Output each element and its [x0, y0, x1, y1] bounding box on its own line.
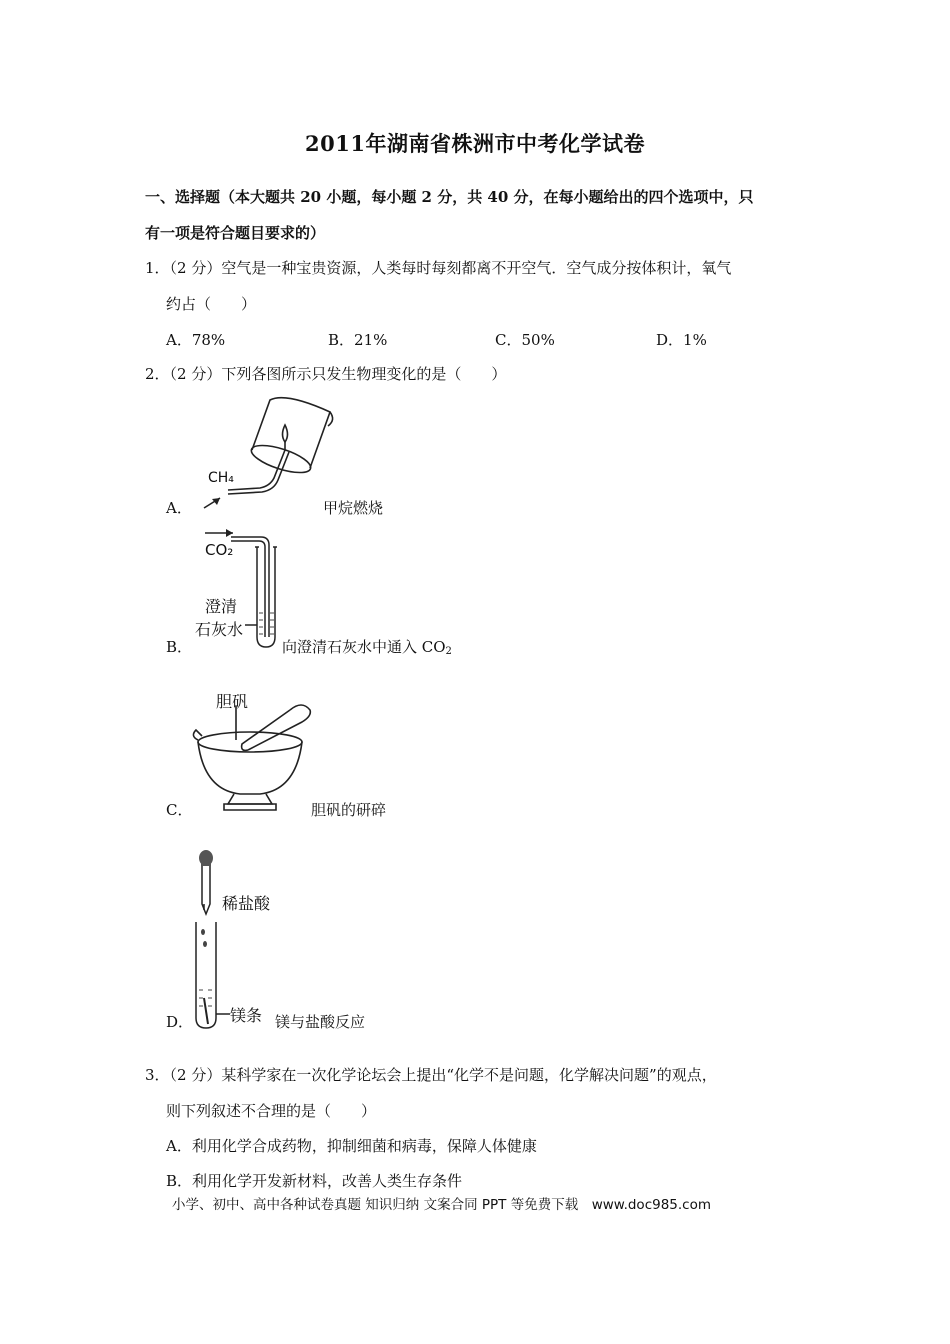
- q1-option-c: C．50%: [495, 331, 555, 349]
- q2-option-c-letter: C．: [166, 801, 193, 819]
- dilute-hcl-label: 稀盐酸: [222, 894, 271, 913]
- q2-option-b-caption: 向澄清石灰水中通入 $CO_2$: [282, 638, 452, 657]
- q2-option-d-caption: 镁与盐酸反应: [275, 1013, 366, 1031]
- q1-option-b: B．21%: [328, 331, 388, 349]
- q2-option-a-letter: A．: [166, 499, 192, 517]
- co2-label: CO₂: [205, 541, 234, 559]
- ch4-label: CH₄: [208, 470, 234, 486]
- q2-option-a-caption: 甲烷燃烧: [323, 499, 384, 517]
- footer-text: 小学、初中、高中各种试卷真题 知识归纳 文案合同 PPT 等免费下载 www.doc985.com: [172, 1197, 712, 1213]
- q3-option-a: A．利用化学合成药物，抑制细菌和病毒，保障人体健康: [166, 1137, 537, 1155]
- q1-option-a: A．78%: [166, 331, 226, 349]
- limewater-label: 石灰水: [195, 620, 244, 639]
- q3-stem-line1: 3．（2 分）某科学家在一次化学论坛会上提出“化学不是问题，化学解决问题”的观点，: [145, 1066, 717, 1084]
- section-heading-line2: 有一项是符合题目要求的）: [145, 224, 326, 242]
- q1-option-d: D．1%: [656, 331, 707, 349]
- methane-burning-figure: [190, 390, 340, 515]
- blue-vitriol-label: 胆矾: [216, 692, 249, 711]
- q2-option-b-letter: B．: [166, 638, 193, 656]
- magnesium-ribbon-label: 镁条: [230, 1006, 263, 1025]
- q3-stem-line2: 则下列叙述不合理的是（ ）: [166, 1102, 377, 1120]
- page-title: 2011年湖南省株洲市中考化学试卷: [305, 131, 645, 156]
- q3-option-b: B．利用化学开发新材料，改善人类生存条件: [166, 1172, 463, 1190]
- clear-label: 澄清: [205, 597, 238, 616]
- q2-option-c-caption: 胆矾的研碎: [311, 801, 387, 819]
- q1-stem-line2: 约占（ ）: [166, 295, 257, 313]
- section-heading-line1: 一、选择题（本大题共 20 小题，每小题 2 分，共 40 分，在每小题给出的四个选项中，只: [145, 188, 754, 206]
- q2-stem: 2．（2 分）下列各图所示只发生物理变化的是（ ）: [145, 365, 507, 383]
- q2-option-d-letter: D．: [166, 1013, 194, 1031]
- mortar-pestle-figure: [190, 680, 320, 815]
- q1-stem-line1: 1．（2 分）空气是一种宝贵资源，人类每时每刻都离不开空气．空气成分按体积计，氧气: [145, 259, 732, 277]
